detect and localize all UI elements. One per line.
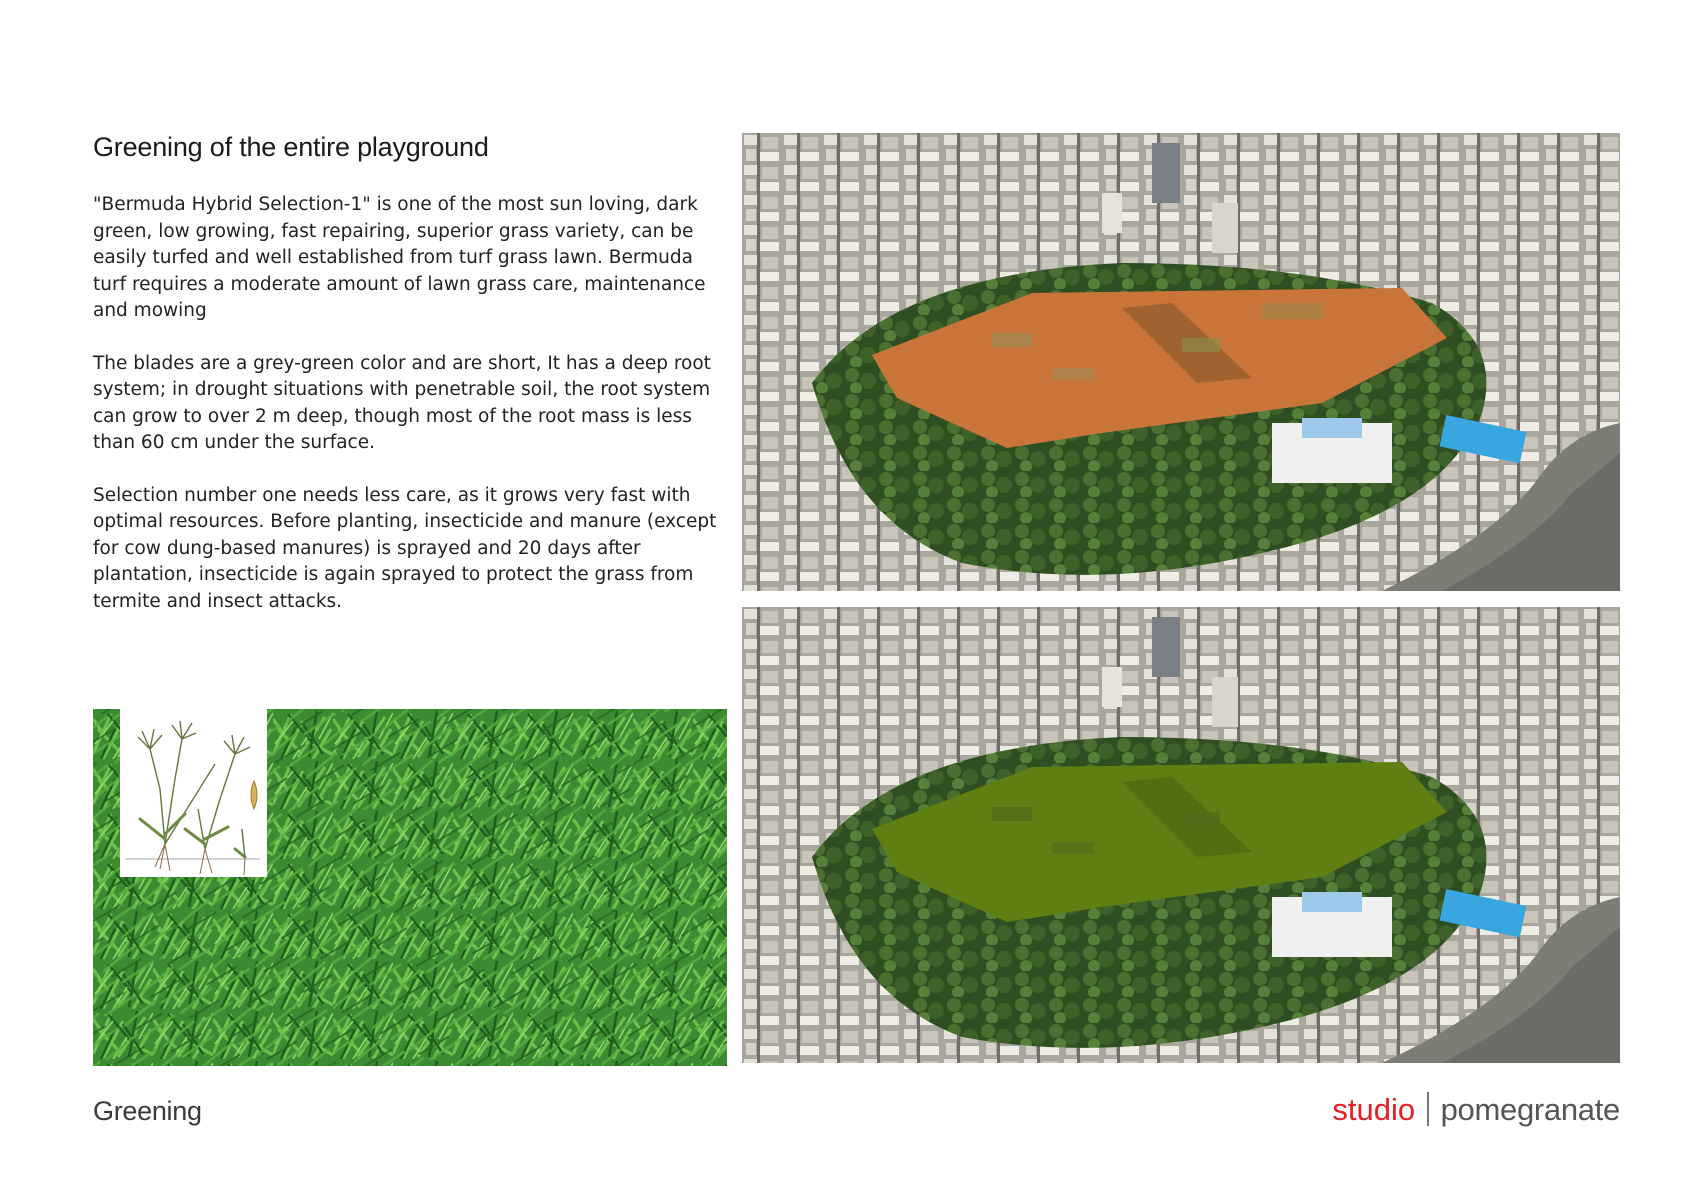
brand-studio: studio <box>1332 1092 1416 1127</box>
paragraph-care-insecticide: Selection number one needs less care, as it grows very fast with optimal resources. Before planting, insecticide and manure (except for cow dung-based manures) is sprayed and 20 days after plantation, insecticide is again sprayed to protect the grass from termite and insect attacks. <box>93 484 717 612</box>
page-title: Greening of the entire playground <box>93 132 489 162</box>
paragraph-blades-roots: The blades are a grey-green color and are short, It has a deep root system; in drought situations with penetrable soil, the root system can grow to over 2 m deep, though most of the root mass is less than 60 cm under the surface. <box>93 352 711 453</box>
brand-name: pomegranate <box>1440 1092 1620 1127</box>
aerial-photo-after-greening <box>742 607 1620 1063</box>
body-text <box>93 192 725 641</box>
aerial-before-scene <box>742 133 1620 591</box>
brand-separator <box>1427 1092 1429 1126</box>
botanical-drawing <box>120 709 267 877</box>
paragraph-bermuda-intro: "Bermuda Hybrid Selection-1" is one of the most sun loving, dark green, low growing, fast repairing, superior grass variety, can be easily turfed and well established from turf grass lawn. Bermuda turf requires a moderate amount of lawn grass care, maintenance and mowing <box>93 194 706 321</box>
aerial-after-scene <box>742 607 1620 1063</box>
aerial-photo-before-greening <box>742 133 1620 591</box>
bermuda-grass-illustration <box>120 709 267 877</box>
brand-logo <box>1332 1092 1620 1128</box>
footer-section-label: Greening <box>93 1096 202 1126</box>
